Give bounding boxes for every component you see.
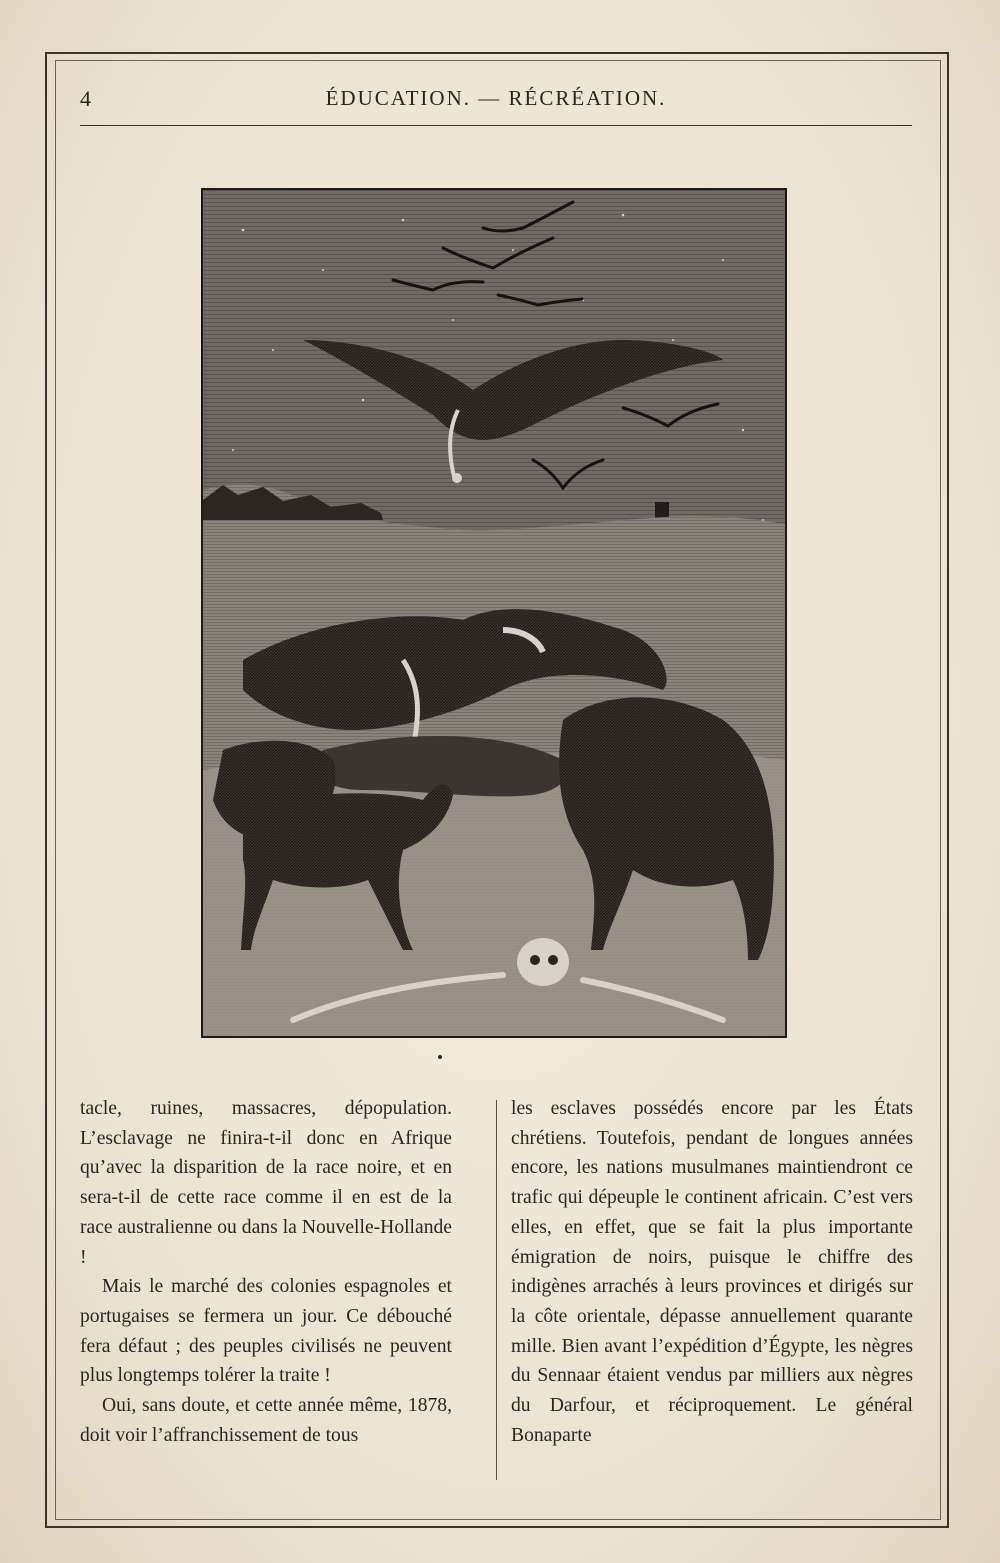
ornament-dot <box>438 1055 442 1059</box>
paragraph: les esclaves possédés encore par les États chrétiens. Toutefois, pendant de longues années encore, les nations musulmanes maintiendront ce trafic qui dépeuple le continent africain. C’est vers elles, en effet, que se fait la plus importante émigration de noirs, puisque le chiffre des indigènes arrachés à leurs provinces et dirigés sur la côte orientale, dépasse annuellement quarante mille. Bien avant l’expédition d’Égypte, les nègres du Sennaar étaient vendus par milliers aux nègres du Darfour, et réciproquement. Le général Bonaparte <box>511 1098 913 1446</box>
column-divider <box>496 1100 497 1480</box>
header-rule <box>80 125 912 126</box>
text-column-right <box>511 1094 913 1450</box>
page-header <box>80 80 912 120</box>
page-number: 4 <box>80 86 92 111</box>
paragraph: Oui, sans doute, et cette année même, 1878, doit voir l’affranchissement de tous <box>80 1395 452 1446</box>
paragraph: tacle, ruines, massacres, dépopulation. L’esclavage ne finira-t-il donc en Afrique qu’avec la disparition de la race noire, et en sera-t-il de cette race comme il en est de la race australienne ou dans la Nouvelle-Hollande ! <box>80 1098 452 1268</box>
engraving-illustration <box>201 188 787 1038</box>
running-title: ÉDUCATION. — RÉCRÉATION. <box>325 86 667 110</box>
paragraph: Mais le marché des colonies espagnoles et portugaises se fermera un jour. Ce débouché fera défaut ; des peuples civilisés ne peuvent plus longtemps tolérer la traite ! <box>80 1276 452 1387</box>
engraving-svg <box>203 190 785 1036</box>
text-column-left <box>80 1094 452 1450</box>
